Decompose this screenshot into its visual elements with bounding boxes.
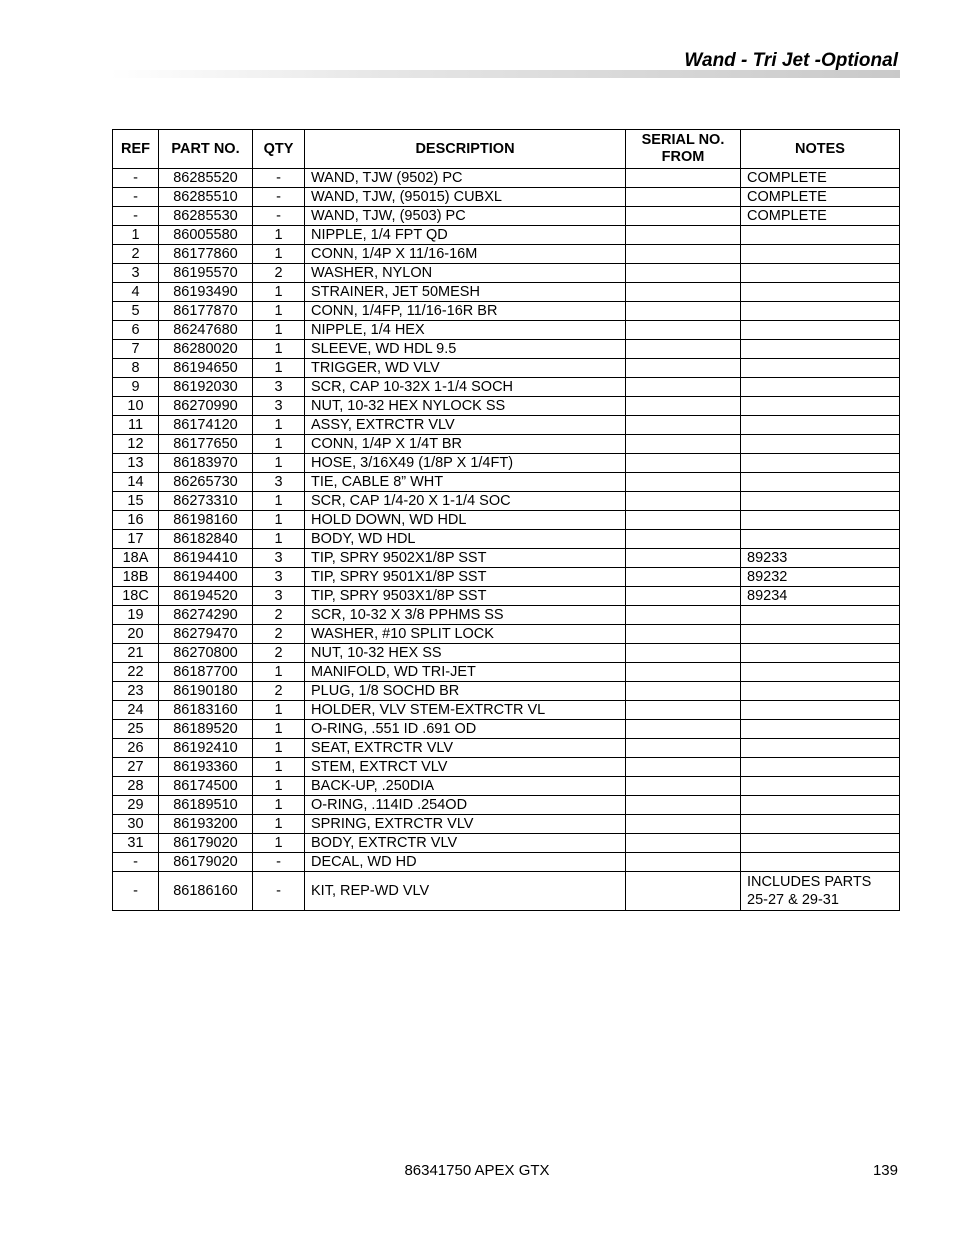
cell-qty: - bbox=[253, 853, 305, 872]
cell-part-no: 86194650 bbox=[159, 359, 253, 378]
cell-serial-no-from bbox=[626, 777, 741, 796]
cell-qty: 1 bbox=[253, 321, 305, 340]
table-row bbox=[113, 815, 900, 834]
cell-notes: COMPLETE bbox=[741, 188, 900, 207]
table-row bbox=[113, 853, 900, 872]
cell-qty: 1 bbox=[253, 492, 305, 511]
cell-serial-no-from bbox=[626, 853, 741, 872]
cell-serial-no-from bbox=[626, 701, 741, 720]
cell-description: O-RING, .114ID .254OD bbox=[305, 796, 626, 815]
cell-notes: 89234 bbox=[741, 587, 900, 606]
cell-description: KIT, REP-WD VLV bbox=[305, 872, 626, 911]
table-row bbox=[113, 435, 900, 454]
cell-ref: 18C bbox=[113, 587, 159, 606]
cell-serial-no-from bbox=[626, 416, 741, 435]
cell-ref: 13 bbox=[113, 454, 159, 473]
cell-serial-no-from bbox=[626, 758, 741, 777]
cell-description: SCR, CAP 10-32X 1-1/4 SOCH bbox=[305, 378, 626, 397]
table-row bbox=[113, 777, 900, 796]
cell-ref: 12 bbox=[113, 435, 159, 454]
cell-qty: - bbox=[253, 169, 305, 188]
cell-notes bbox=[741, 777, 900, 796]
cell-notes bbox=[741, 492, 900, 511]
cell-notes bbox=[741, 644, 900, 663]
cell-notes bbox=[741, 378, 900, 397]
cell-part-no: 86279470 bbox=[159, 625, 253, 644]
cell-serial-no-from bbox=[626, 549, 741, 568]
cell-description: WASHER, #10 SPLIT LOCK bbox=[305, 625, 626, 644]
cell-ref: - bbox=[113, 872, 159, 911]
cell-part-no: 86194520 bbox=[159, 587, 253, 606]
cell-serial-no-from bbox=[626, 454, 741, 473]
cell-notes bbox=[741, 606, 900, 625]
cell-part-no: 86270990 bbox=[159, 397, 253, 416]
cell-ref: 15 bbox=[113, 492, 159, 511]
cell-part-no: 86285510 bbox=[159, 188, 253, 207]
cell-description: SEAT, EXTRCTR VLV bbox=[305, 739, 626, 758]
table-row bbox=[113, 188, 900, 207]
cell-description: HOSE, 3/16X49 (1/8P X 1/4FT) bbox=[305, 454, 626, 473]
cell-part-no: 86194410 bbox=[159, 549, 253, 568]
cell-serial-no-from bbox=[626, 340, 741, 359]
cell-serial-no-from bbox=[626, 530, 741, 549]
cell-notes bbox=[741, 245, 900, 264]
cell-notes: 89233 bbox=[741, 549, 900, 568]
footer-page-number: 139 bbox=[872, 1162, 898, 1179]
cell-notes bbox=[741, 720, 900, 739]
cell-notes bbox=[741, 302, 900, 321]
table-row bbox=[113, 473, 900, 492]
cell-ref: 7 bbox=[113, 340, 159, 359]
cell-serial-no-from bbox=[626, 378, 741, 397]
cell-part-no: 86247680 bbox=[159, 321, 253, 340]
cell-qty: 3 bbox=[253, 397, 305, 416]
cell-notes: 89232 bbox=[741, 568, 900, 587]
table-row bbox=[113, 644, 900, 663]
col-header-serial-no-from: SERIAL NO. FROM bbox=[626, 130, 741, 169]
cell-description: CONN, 1/4FP, 11/16-16R BR bbox=[305, 302, 626, 321]
cell-part-no: 86198160 bbox=[159, 511, 253, 530]
table-row bbox=[113, 321, 900, 340]
cell-qty: 1 bbox=[253, 416, 305, 435]
cell-ref: 3 bbox=[113, 264, 159, 283]
cell-ref: 18A bbox=[113, 549, 159, 568]
cell-part-no: 86280020 bbox=[159, 340, 253, 359]
cell-notes: COMPLETE bbox=[741, 207, 900, 226]
cell-ref: 28 bbox=[113, 777, 159, 796]
cell-part-no: 86189510 bbox=[159, 796, 253, 815]
cell-part-no: 86177650 bbox=[159, 435, 253, 454]
cell-description: TIP, SPRY 9503X1/8P SST bbox=[305, 587, 626, 606]
cell-qty: 1 bbox=[253, 720, 305, 739]
cell-ref: 5 bbox=[113, 302, 159, 321]
table-row bbox=[113, 245, 900, 264]
cell-part-no: 86183160 bbox=[159, 701, 253, 720]
table-row bbox=[113, 872, 900, 911]
cell-description: TRIGGER, WD VLV bbox=[305, 359, 626, 378]
cell-ref: 21 bbox=[113, 644, 159, 663]
cell-notes bbox=[741, 663, 900, 682]
cell-description: STRAINER, JET 50MESH bbox=[305, 283, 626, 302]
cell-part-no: 86174500 bbox=[159, 777, 253, 796]
col-header-notes: NOTES bbox=[741, 130, 900, 169]
cell-qty: 2 bbox=[253, 682, 305, 701]
cell-serial-no-from bbox=[626, 625, 741, 644]
cell-part-no: 86285530 bbox=[159, 207, 253, 226]
cell-ref: 14 bbox=[113, 473, 159, 492]
parts-table-body bbox=[113, 169, 900, 911]
cell-description: NIPPLE, 1/4 FPT QD bbox=[305, 226, 626, 245]
cell-qty: 2 bbox=[253, 264, 305, 283]
table-row bbox=[113, 302, 900, 321]
table-row bbox=[113, 169, 900, 188]
cell-description: DECAL, WD HD bbox=[305, 853, 626, 872]
cell-qty: 3 bbox=[253, 587, 305, 606]
cell-description: WAND, TJW (9502) PC bbox=[305, 169, 626, 188]
cell-description: STEM, EXTRCT VLV bbox=[305, 758, 626, 777]
page-title: Wand - Tri Jet -Optional bbox=[684, 50, 898, 71]
cell-description: ASSY, EXTRCTR VLV bbox=[305, 416, 626, 435]
cell-description: NUT, 10-32 HEX NYLOCK SS bbox=[305, 397, 626, 416]
cell-ref: 30 bbox=[113, 815, 159, 834]
cell-description: HOLD DOWN, WD HDL bbox=[305, 511, 626, 530]
cell-serial-no-from bbox=[626, 321, 741, 340]
cell-part-no: 86174120 bbox=[159, 416, 253, 435]
cell-notes bbox=[741, 701, 900, 720]
cell-ref: 18B bbox=[113, 568, 159, 587]
cell-qty: 3 bbox=[253, 473, 305, 492]
cell-ref: - bbox=[113, 188, 159, 207]
cell-serial-no-from bbox=[626, 511, 741, 530]
cell-qty: 1 bbox=[253, 758, 305, 777]
cell-serial-no-from bbox=[626, 264, 741, 283]
cell-qty: 1 bbox=[253, 663, 305, 682]
cell-notes bbox=[741, 264, 900, 283]
cell-description: BODY, WD HDL bbox=[305, 530, 626, 549]
cell-description: O-RING, .551 ID .691 OD bbox=[305, 720, 626, 739]
table-row bbox=[113, 796, 900, 815]
cell-qty: 1 bbox=[253, 739, 305, 758]
cell-part-no: 86177860 bbox=[159, 245, 253, 264]
cell-description: BODY, EXTRCTR VLV bbox=[305, 834, 626, 853]
table-row bbox=[113, 682, 900, 701]
cell-serial-no-from bbox=[626, 568, 741, 587]
cell-notes bbox=[741, 834, 900, 853]
cell-qty: 1 bbox=[253, 283, 305, 302]
cell-qty: 1 bbox=[253, 302, 305, 321]
cell-notes bbox=[741, 530, 900, 549]
cell-notes: INCLUDES PARTS 25-27 & 29-31 bbox=[741, 872, 900, 911]
table-row bbox=[113, 397, 900, 416]
table-row bbox=[113, 758, 900, 777]
cell-serial-no-from bbox=[626, 473, 741, 492]
cell-serial-no-from bbox=[626, 682, 741, 701]
cell-part-no: 86183970 bbox=[159, 454, 253, 473]
cell-ref: 27 bbox=[113, 758, 159, 777]
cell-part-no: 86177870 bbox=[159, 302, 253, 321]
cell-part-no: 86179020 bbox=[159, 853, 253, 872]
cell-description: NIPPLE, 1/4 HEX bbox=[305, 321, 626, 340]
cell-qty: 3 bbox=[253, 549, 305, 568]
cell-serial-no-from bbox=[626, 739, 741, 758]
cell-ref: 29 bbox=[113, 796, 159, 815]
cell-serial-no-from bbox=[626, 435, 741, 454]
cell-serial-no-from bbox=[626, 188, 741, 207]
cell-part-no: 86273310 bbox=[159, 492, 253, 511]
cell-description: SCR, 10-32 X 3/8 PPHMS SS bbox=[305, 606, 626, 625]
cell-qty: 1 bbox=[253, 701, 305, 720]
cell-serial-no-from bbox=[626, 815, 741, 834]
cell-serial-no-from bbox=[626, 796, 741, 815]
cell-notes bbox=[741, 283, 900, 302]
cell-part-no: 86193200 bbox=[159, 815, 253, 834]
cell-description: CONN, 1/4P X 1/4T BR bbox=[305, 435, 626, 454]
cell-ref: 1 bbox=[113, 226, 159, 245]
cell-qty: 1 bbox=[253, 359, 305, 378]
col-header-qty: QTY bbox=[253, 130, 305, 169]
cell-description: WASHER, NYLON bbox=[305, 264, 626, 283]
table-row bbox=[113, 207, 900, 226]
cell-ref: 9 bbox=[113, 378, 159, 397]
cell-part-no: 86187700 bbox=[159, 663, 253, 682]
cell-notes bbox=[741, 682, 900, 701]
cell-ref: - bbox=[113, 853, 159, 872]
cell-notes bbox=[741, 473, 900, 492]
cell-notes bbox=[741, 625, 900, 644]
cell-qty: 2 bbox=[253, 644, 305, 663]
cell-serial-no-from bbox=[626, 226, 741, 245]
cell-qty: 1 bbox=[253, 340, 305, 359]
col-header-part-no: PART NO. bbox=[159, 130, 253, 169]
table-row bbox=[113, 416, 900, 435]
cell-serial-no-from bbox=[626, 397, 741, 416]
cell-notes bbox=[741, 397, 900, 416]
cell-serial-no-from bbox=[626, 169, 741, 188]
cell-description: TIE, CABLE 8” WHT bbox=[305, 473, 626, 492]
cell-qty: 3 bbox=[253, 378, 305, 397]
cell-notes bbox=[741, 796, 900, 815]
cell-serial-no-from bbox=[626, 492, 741, 511]
table-header-row bbox=[113, 130, 900, 169]
cell-description: SLEEVE, WD HDL 9.5 bbox=[305, 340, 626, 359]
cell-qty: 1 bbox=[253, 777, 305, 796]
table-row bbox=[113, 606, 900, 625]
cell-serial-no-from bbox=[626, 302, 741, 321]
cell-ref: 2 bbox=[113, 245, 159, 264]
cell-description: TIP, SPRY 9502X1/8P SST bbox=[305, 549, 626, 568]
cell-description: SCR, CAP 1/4-20 X 1-1/4 SOC bbox=[305, 492, 626, 511]
cell-notes bbox=[741, 454, 900, 473]
cell-serial-no-from bbox=[626, 834, 741, 853]
cell-part-no: 86192030 bbox=[159, 378, 253, 397]
cell-part-no: 86274290 bbox=[159, 606, 253, 625]
cell-ref: 10 bbox=[113, 397, 159, 416]
cell-description: WAND, TJW, (95015) CUBXL bbox=[305, 188, 626, 207]
cell-qty: 1 bbox=[253, 511, 305, 530]
table-row bbox=[113, 739, 900, 758]
cell-notes bbox=[741, 340, 900, 359]
cell-description: WAND, TJW, (9503) PC bbox=[305, 207, 626, 226]
footer-document-id: 86341750 APEX GTX bbox=[404, 1162, 550, 1179]
cell-description: BACK-UP, .250DIA bbox=[305, 777, 626, 796]
cell-qty: 1 bbox=[253, 834, 305, 853]
cell-notes bbox=[741, 226, 900, 245]
cell-ref: 23 bbox=[113, 682, 159, 701]
cell-ref: 22 bbox=[113, 663, 159, 682]
cell-qty: - bbox=[253, 207, 305, 226]
cell-ref: 26 bbox=[113, 739, 159, 758]
cell-description: TIP, SPRY 9501X1/8P SST bbox=[305, 568, 626, 587]
cell-part-no: 86190180 bbox=[159, 682, 253, 701]
col-header-ref: REF bbox=[113, 130, 159, 169]
cell-notes bbox=[741, 416, 900, 435]
cell-notes bbox=[741, 321, 900, 340]
cell-notes bbox=[741, 435, 900, 454]
cell-ref: 8 bbox=[113, 359, 159, 378]
table-row bbox=[113, 340, 900, 359]
table-row bbox=[113, 283, 900, 302]
cell-part-no: 86270800 bbox=[159, 644, 253, 663]
cell-qty: 1 bbox=[253, 435, 305, 454]
table-row bbox=[113, 587, 900, 606]
table-row bbox=[113, 663, 900, 682]
cell-description: CONN, 1/4P X 11/16-16M bbox=[305, 245, 626, 264]
cell-ref: 24 bbox=[113, 701, 159, 720]
cell-serial-no-from bbox=[626, 644, 741, 663]
cell-description: HOLDER, VLV STEM-EXTRCTR VL bbox=[305, 701, 626, 720]
cell-ref: 6 bbox=[113, 321, 159, 340]
cell-part-no: 86285520 bbox=[159, 169, 253, 188]
cell-qty: 2 bbox=[253, 625, 305, 644]
cell-notes bbox=[741, 758, 900, 777]
cell-serial-no-from bbox=[626, 720, 741, 739]
table-row bbox=[113, 359, 900, 378]
col-header-description: DESCRIPTION bbox=[305, 130, 626, 169]
table-row bbox=[113, 701, 900, 720]
parts-table bbox=[112, 129, 900, 911]
cell-ref: - bbox=[113, 169, 159, 188]
cell-serial-no-from bbox=[626, 283, 741, 302]
cell-qty: 1 bbox=[253, 530, 305, 549]
cell-part-no: 86186160 bbox=[159, 872, 253, 911]
cell-part-no: 86194400 bbox=[159, 568, 253, 587]
table-row bbox=[113, 834, 900, 853]
cell-part-no: 86005580 bbox=[159, 226, 253, 245]
cell-qty: 1 bbox=[253, 226, 305, 245]
cell-description: SPRING, EXTRCTR VLV bbox=[305, 815, 626, 834]
cell-notes bbox=[741, 739, 900, 758]
table-row bbox=[113, 530, 900, 549]
table-row bbox=[113, 264, 900, 283]
cell-serial-no-from bbox=[626, 872, 741, 911]
cell-description: PLUG, 1/8 SOCHD BR bbox=[305, 682, 626, 701]
cell-ref: 20 bbox=[113, 625, 159, 644]
cell-ref: 11 bbox=[113, 416, 159, 435]
cell-description: MANIFOLD, WD TRI-JET bbox=[305, 663, 626, 682]
table-row bbox=[113, 226, 900, 245]
cell-serial-no-from bbox=[626, 245, 741, 264]
cell-part-no: 86179020 bbox=[159, 834, 253, 853]
cell-qty: 1 bbox=[253, 245, 305, 264]
cell-ref: 19 bbox=[113, 606, 159, 625]
cell-notes bbox=[741, 511, 900, 530]
cell-part-no: 86193490 bbox=[159, 283, 253, 302]
table-row bbox=[113, 511, 900, 530]
table-row bbox=[113, 568, 900, 587]
cell-ref: - bbox=[113, 207, 159, 226]
cell-part-no: 86192410 bbox=[159, 739, 253, 758]
cell-serial-no-from bbox=[626, 606, 741, 625]
cell-part-no: 86182840 bbox=[159, 530, 253, 549]
cell-notes: COMPLETE bbox=[741, 169, 900, 188]
cell-part-no: 86189520 bbox=[159, 720, 253, 739]
table-row bbox=[113, 625, 900, 644]
cell-qty: - bbox=[253, 188, 305, 207]
table-row bbox=[113, 549, 900, 568]
table-row bbox=[113, 492, 900, 511]
cell-ref: 31 bbox=[113, 834, 159, 853]
cell-qty: 2 bbox=[253, 606, 305, 625]
cell-serial-no-from bbox=[626, 359, 741, 378]
cell-qty: 1 bbox=[253, 796, 305, 815]
cell-serial-no-from bbox=[626, 587, 741, 606]
cell-qty: - bbox=[253, 872, 305, 911]
table-row bbox=[113, 454, 900, 473]
cell-notes bbox=[741, 853, 900, 872]
cell-part-no: 86265730 bbox=[159, 473, 253, 492]
cell-serial-no-from bbox=[626, 207, 741, 226]
table-row bbox=[113, 720, 900, 739]
cell-part-no: 86193360 bbox=[159, 758, 253, 777]
cell-notes bbox=[741, 815, 900, 834]
cell-ref: 4 bbox=[113, 283, 159, 302]
cell-qty: 1 bbox=[253, 815, 305, 834]
cell-qty: 1 bbox=[253, 454, 305, 473]
cell-qty: 3 bbox=[253, 568, 305, 587]
cell-notes bbox=[741, 359, 900, 378]
cell-ref: 25 bbox=[113, 720, 159, 739]
cell-ref: 17 bbox=[113, 530, 159, 549]
table-row bbox=[113, 378, 900, 397]
cell-serial-no-from bbox=[626, 663, 741, 682]
cell-description: NUT, 10-32 HEX SS bbox=[305, 644, 626, 663]
cell-part-no: 86195570 bbox=[159, 264, 253, 283]
cell-ref: 16 bbox=[113, 511, 159, 530]
